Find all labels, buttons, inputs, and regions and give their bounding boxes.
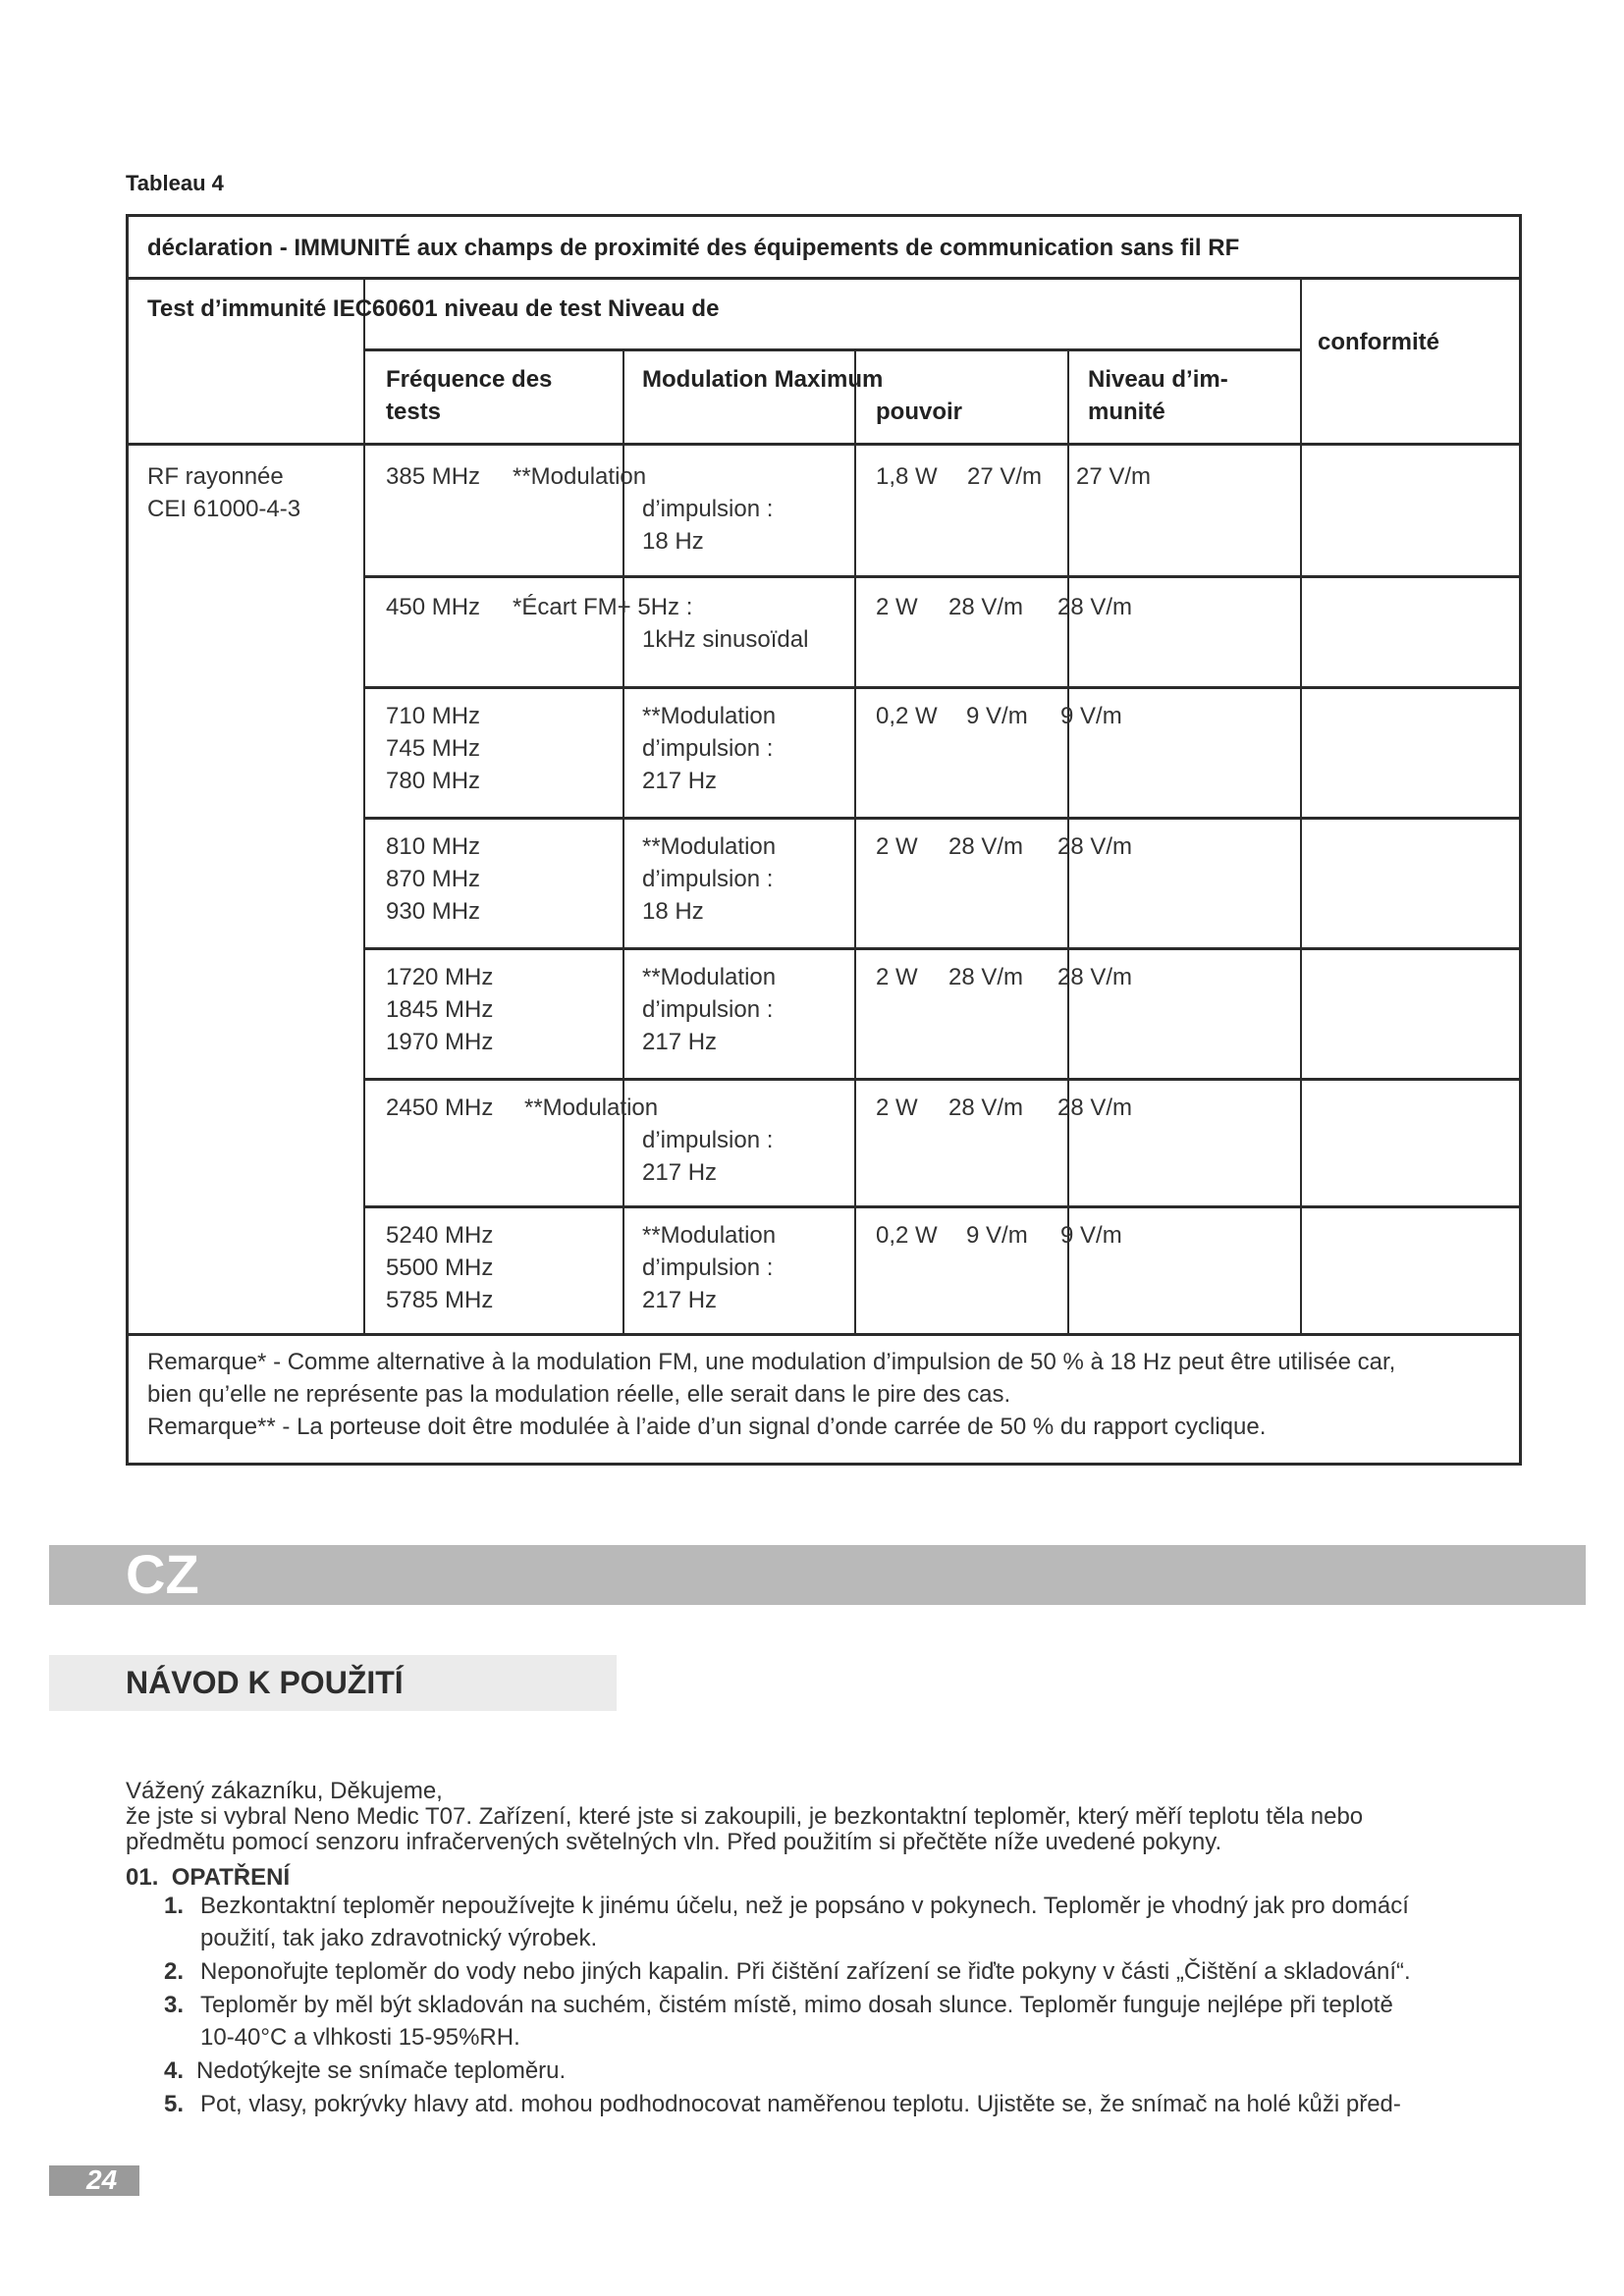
row-frequency: 780 MHz: [386, 768, 481, 794]
row-power: 1,8 W: [876, 463, 938, 490]
row-modulation: 217 Hz: [642, 768, 718, 794]
table-divider: [363, 348, 1302, 351]
row-frequency: 5240 MHz: [386, 1222, 494, 1249]
table-column-line: [854, 348, 856, 1333]
row-max-field: 28 V/m: [948, 594, 1024, 620]
row-frequency: 385 MHz: [386, 463, 481, 490]
list-item-text: Bezkontaktní teploměr nepoužívejte k jinému účelu, než je popsáno v pokynech. Teploměr je vhodný jak pro domácí: [200, 1893, 1409, 1919]
list-item-text: Pot, vlasy, pokrývky hlavy atd. mohou podhodnocovat naměřenou teplotu. Ujistěte se, že snímač na holé kůži před-: [200, 2091, 1401, 2117]
row-immunity-level: 28 V/m: [1057, 1095, 1133, 1121]
row-modulation: d’impulsion :: [642, 496, 774, 522]
row-immunity-level: 27 V/m: [1076, 463, 1152, 490]
row-power: 2 W: [876, 1095, 918, 1121]
list-item-number: 5.: [164, 2091, 185, 2117]
row-modulation: **Modulation: [642, 833, 777, 860]
row-modulation: 18 Hz: [642, 528, 704, 555]
precautions-heading: 01. OPATŘENÍ: [126, 1864, 291, 1891]
list-item-number: 3.: [164, 1992, 185, 2018]
modulation-header: Modulation Maximum: [642, 366, 884, 393]
table-divider: [126, 277, 1522, 280]
row-frequency: 810 MHz: [386, 833, 481, 860]
table-divider: [363, 575, 1522, 578]
test-name-line-2: CEI 61000-4-3: [147, 496, 301, 522]
row-modulation-overflow: *Écart FM+ 5Hz :: [513, 594, 693, 620]
row-frequency: 710 MHz: [386, 703, 481, 729]
row-frequency: 1845 MHz: [386, 996, 494, 1023]
row-modulation: d’impulsion :: [642, 1127, 774, 1153]
table-column-line: [1300, 277, 1302, 1334]
page-number: 24: [86, 2164, 118, 2195]
row-modulation: 217 Hz: [642, 1287, 718, 1313]
section-title: NÁVOD K POUŽITÍ: [126, 1665, 404, 1700]
frequency-header-1: Fréquence des: [386, 366, 553, 393]
row-max-field: 28 V/m: [948, 964, 1024, 990]
list-item-number: 1.: [164, 1893, 185, 1919]
level-header-1: Niveau d’im-: [1088, 366, 1228, 393]
power-header: pouvoir: [876, 399, 962, 425]
row-immunity-level: 28 V/m: [1057, 833, 1133, 860]
list-item-number: 4.: [164, 2057, 185, 2084]
list-item-text: použití, tak jako zdravotnický výrobek.: [200, 1925, 598, 1951]
table-column-line: [363, 277, 365, 1334]
row-modulation: 18 Hz: [642, 898, 704, 925]
row-immunity-level: 9 V/m: [1060, 1222, 1122, 1249]
intro-line: předmětu pomocí senzoru infračervených světelných vln. Před použitím si přečtěte níže uvedené pokyny.: [126, 1829, 1222, 1855]
row-modulation: d’impulsion :: [642, 996, 774, 1023]
table-divider: [363, 817, 1522, 820]
row-frequency: 870 MHz: [386, 866, 481, 892]
language-code: CZ: [126, 1543, 199, 1605]
row-modulation: 217 Hz: [642, 1029, 718, 1055]
remark-line: bien qu’elle ne représente pas la modulation réelle, elle serait dans le pire des cas.: [147, 1381, 1011, 1408]
row-max-field: 9 V/m: [966, 1222, 1028, 1249]
row-modulation-overflow: **Modulation: [524, 1095, 659, 1121]
row-modulation: d’impulsion :: [642, 735, 774, 762]
row-modulation: **Modulation: [642, 703, 777, 729]
list-item-number: 2.: [164, 1958, 185, 1985]
remark-line: Remarque** - La porteuse doit être modulée à l’aide d’un signal d’onde carrée de 50 % du rapport cyclique.: [147, 1414, 1267, 1440]
row-max-field: 9 V/m: [966, 703, 1028, 729]
row-frequency: 745 MHz: [386, 735, 481, 762]
row-immunity-level: 9 V/m: [1060, 703, 1122, 729]
intro-line: že jste si vybral Neno Medic T07. Zařízení, které jste si zakoupili, je bezkontaktní teploměr, který měří teplotu těla nebo: [126, 1803, 1364, 1830]
frequency-header-2: tests: [386, 399, 442, 425]
row-frequency: 930 MHz: [386, 898, 481, 925]
row-immunity-level: 28 V/m: [1057, 964, 1133, 990]
row-power: 0,2 W: [876, 1222, 938, 1249]
row-modulation: 1kHz sinusoïdal: [642, 626, 809, 653]
row-max-field: 28 V/m: [948, 1095, 1024, 1121]
row-modulation: d’impulsion :: [642, 1255, 774, 1281]
row-frequency: 1720 MHz: [386, 964, 494, 990]
table-border: [126, 214, 1522, 1466]
row-modulation: **Modulation: [642, 1222, 777, 1249]
row-frequency: 5785 MHz: [386, 1287, 494, 1313]
table-column-line: [623, 348, 624, 1333]
row-frequency: 2450 MHz: [386, 1095, 494, 1121]
conformity-header: conformité: [1318, 329, 1440, 355]
list-item-text: 10-40°C a vlhkosti 15-95%RH.: [200, 2024, 520, 2051]
table-divider: [363, 1205, 1522, 1208]
row-power: 2 W: [876, 594, 918, 620]
table-label: Tableau 4: [126, 171, 224, 195]
language-bar: [49, 1545, 1586, 1605]
intro-line: Vážený zákazníku, Děkujeme,: [126, 1778, 443, 1804]
level-header-2: munité: [1088, 399, 1165, 425]
table-divider: [126, 443, 1522, 446]
table-title: déclaration - IMMUNITÉ aux champs de proximité des équipements de communication sans fil RF: [147, 235, 1240, 261]
row-modulation-overflow: **Modulation: [513, 463, 647, 490]
row-power: 2 W: [876, 833, 918, 860]
remark-line: Remarque* - Comme alternative à la modulation FM, une modulation d’impulsion de 50 % à 18 Hz peut être utilisée car,: [147, 1349, 1396, 1375]
row-modulation: **Modulation: [642, 964, 777, 990]
table-divider: [363, 1078, 1522, 1081]
row-frequency: 450 MHz: [386, 594, 481, 620]
row-max-field: 28 V/m: [948, 833, 1024, 860]
list-item-text: Teploměr by měl být skladován na suchém, čistém místě, mimo dosah slunce. Teploměr funguje nejlépe při teplotě: [200, 1992, 1393, 2018]
row-max-field: 27 V/m: [967, 463, 1043, 490]
row-modulation: d’impulsion :: [642, 866, 774, 892]
list-item-text: Nedotýkejte se snímače teploměru.: [196, 2057, 567, 2084]
row-modulation: 217 Hz: [642, 1159, 718, 1186]
table-divider: [363, 947, 1522, 950]
row-immunity-level: 28 V/m: [1057, 594, 1133, 620]
table-header-row: Test d’immunité IEC60601 niveau de test Niveau de: [147, 295, 720, 322]
row-frequency: 5500 MHz: [386, 1255, 494, 1281]
table-divider: [126, 1333, 1522, 1336]
row-power: 0,2 W: [876, 703, 938, 729]
list-item-text: Neponořujte teploměr do vody nebo jiných kapalin. Při čištění zařízení se řiďte pokyny v části „Čištění a skladování“.: [200, 1958, 1411, 1985]
test-name-line-1: RF rayonnée: [147, 463, 284, 490]
row-power: 2 W: [876, 964, 918, 990]
table-divider: [363, 686, 1522, 689]
row-frequency: 1970 MHz: [386, 1029, 494, 1055]
